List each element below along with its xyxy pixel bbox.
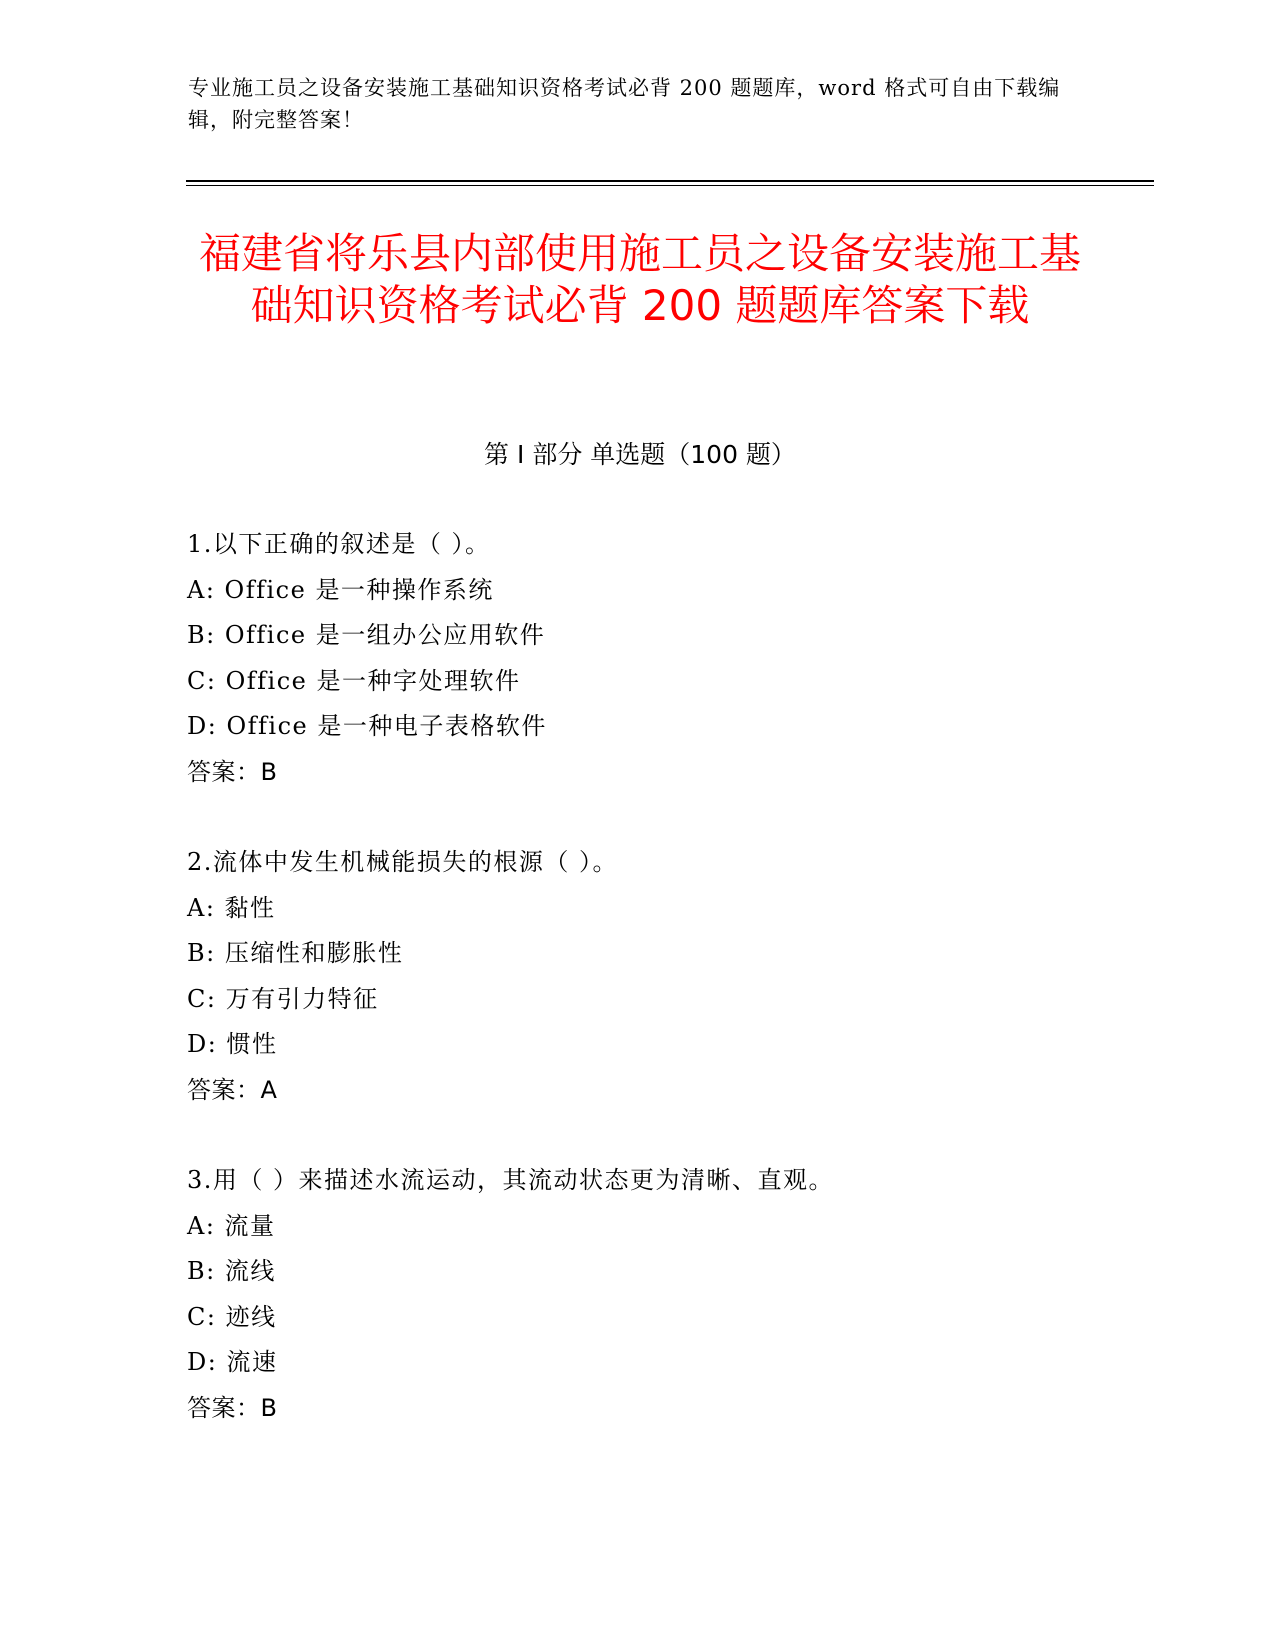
answer-line: 答案：B <box>187 1393 278 1422</box>
option-c: C: 万有引力特征 <box>187 984 379 1013</box>
question-stem: 3.用（ ）来描述水流运动，其流动状态更为清晰、直观。 <box>187 1166 835 1194</box>
section-title: 第 I 部分 单选题（100 题） <box>484 440 796 469</box>
option-c: C: Office 是一种字处理软件 <box>187 666 521 695</box>
option-a: A: 黏性 <box>187 893 276 922</box>
option-b: B: 压缩性和膨胀性 <box>187 939 404 967</box>
option-d: D: 流速 <box>187 1348 278 1376</box>
option-d: D: Office 是一种电子表格软件 <box>187 712 547 740</box>
question-block <box>187 1158 1087 1431</box>
answer-line: 答案：B <box>187 757 278 786</box>
option-c: C: 迹线 <box>187 1302 277 1331</box>
question-stem: 1.以下正确的叙述是（ ）。 <box>187 530 491 558</box>
header-note: 专业施工员之设备安装施工基础知识资格考试必背 200 题题库，word 格式可自由下载编辑，附完整答案！ <box>188 76 1061 132</box>
option-a: A: Office 是一种操作系统 <box>187 575 494 604</box>
question-stem: 2.流体中发生机械能损失的根源（ ）。 <box>187 848 619 876</box>
answer-line: 答案：A <box>187 1075 278 1104</box>
option-b: B: Office 是一组办公应用软件 <box>187 621 546 649</box>
option-b: B: 流线 <box>187 1257 276 1285</box>
header-divider-thin <box>186 185 1154 186</box>
header-divider-thick <box>186 180 1154 182</box>
question-block <box>187 522 1087 795</box>
option-d: D: 惯性 <box>187 1030 278 1058</box>
document-title: 福建省将乐县内部使用施工员之设备安装施工基础知识资格考试必背 200 题题库答案下载 <box>198 229 1081 330</box>
option-a: A: 流量 <box>187 1211 276 1240</box>
question-block <box>187 840 1087 1113</box>
